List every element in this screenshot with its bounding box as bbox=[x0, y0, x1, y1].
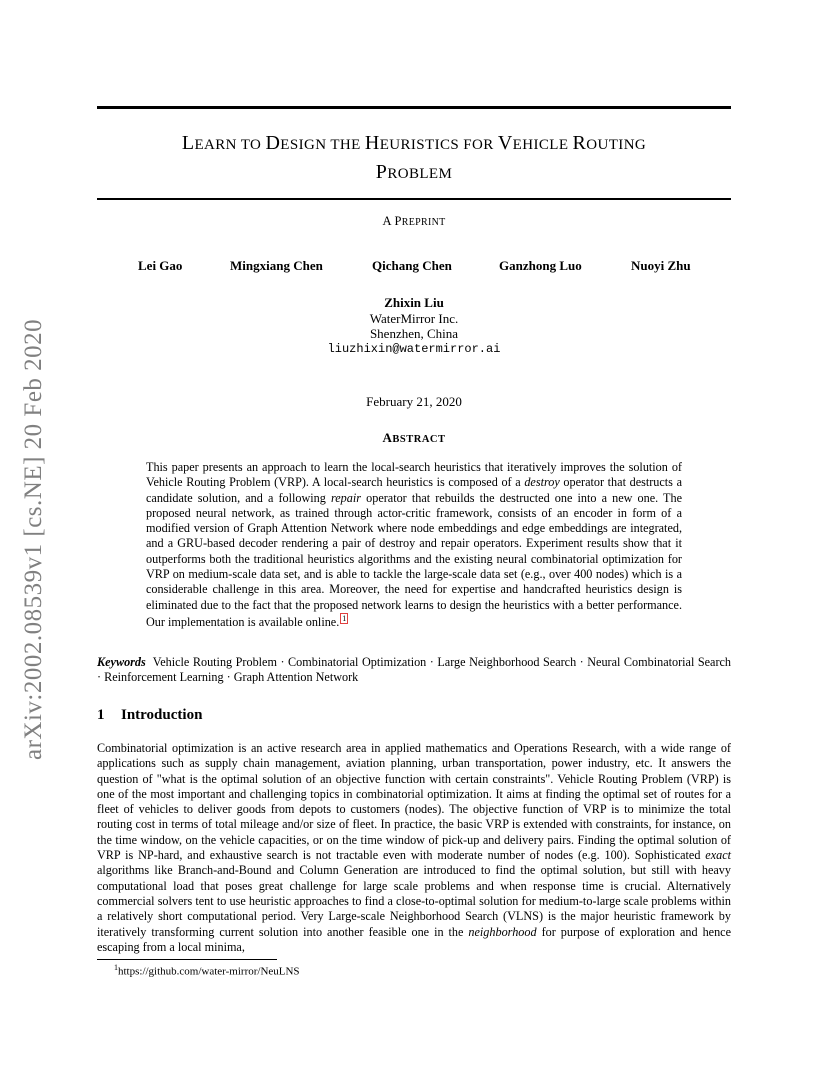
footnote-rule bbox=[97, 959, 277, 960]
affiliation-block bbox=[0, 295, 828, 357]
author-list bbox=[0, 258, 828, 276]
author-name: Ganzhong Luo bbox=[499, 258, 582, 273]
arxiv-stamp: arXiv:2002.08539v1 [cs.NE] 20 Feb 2020 bbox=[20, 318, 47, 760]
footnote-link[interactable]: 1 bbox=[342, 613, 347, 623]
title-top-rule bbox=[97, 106, 731, 109]
title-bottom-rule bbox=[97, 198, 731, 200]
paper-title bbox=[97, 130, 731, 188]
author-name: Mingxiang Chen bbox=[230, 258, 323, 273]
footnote: $^1$https://github.com/water-mirror/NeuLNS bbox=[114, 963, 300, 978]
preprint-label: A PREPRINT bbox=[382, 214, 446, 228]
corresponding-author: Zhixin Liu bbox=[384, 295, 444, 310]
location: Shenzhen, China bbox=[369, 326, 459, 341]
section-heading: 1 Introduction bbox=[97, 707, 203, 723]
keywords-label: Keywords bbox=[97, 655, 146, 669]
abstract-text: This paper presents an approach to learn the local-search heuristics that iteratively improves the solution of Vehicle Routing Problem (VRP). A local-search heuristics is composed of a destroy operator that destructs a candidate solution, and a following repair operator that rebuilds the destructed one into a new one. The proposed neural network, as trained through actor-critic framework, consists of an encoder in form of a modified version of Graph Attention Network where node embeddings and edge embeddings are integrated, and a GRU-based decoder rendering a pair of destroy and repair operators. Experiment results show that it outperforms both the traditional heuristics algorithms and the existing neural combinatorial optimization for VRP on medium-scale data set, and is able to tackle the large-scale data set (e.g., over 400 nodes) which is a considerable challenge in this area. Moreover, the need for expertise and handcrafted heuristics design is eliminated due to the fact that the proposed network learns to design the heuristics with a better performance. Our implementation is available online. 1 bbox=[146, 460, 682, 630]
keywords-block bbox=[97, 655, 731, 686]
author-name: Nuoyi Zhu bbox=[631, 258, 691, 273]
title-line-2: PROBLEM bbox=[375, 161, 453, 183]
author-name: Lei Gao bbox=[138, 258, 183, 273]
title-line-1: LEARN TO DESIGN THE HEURISTICS FOR VEHICLE ROUTING bbox=[181, 132, 647, 154]
footnote-url[interactable]: https://github.com/water-mirror/NeuLNS bbox=[118, 965, 300, 978]
publication-date: February 21, 2020 bbox=[366, 394, 462, 409]
organization: WaterMirror Inc. bbox=[369, 310, 459, 326]
introduction-text: Combinatorial optimization is an active research area in applied mathematics and Operations Research, with a wide range of applications such as supply chain management, aviation planning, urban transportation, power industry, etc. It answers the question of "what is the optimal solution of an objective function with certain constraints". Vehicle Routing Problem (VRP) is one of the most important and challenging topics in combinatorial optimization. It aims at finding the optimal set of routes for a fleet of vehicles to deliver goods from depots to customers (nodes). The objective function of VRP is to minimize the total routing cost in terms of total mileage and/or size of fleet. In practice, the basic VRP is extended with constraints, for instance, on the time window, on the vehicle capacities, or on the time window of pick-up and delivery pairs. Finding the optimal solution of VRP is NP-hard, and exhaustive search is not tractable even with moderate number of nodes (e.g. 100). Sophisticated exact algorithms like Branch-and-Bound and Column Generation are introduced to find the optimal solution, but still with heavy computational load that poses great challenge for large scale problems and when response time is crucial. Alternatively commercial solvers tent to use heuristic approaches to find a close-to-optimal solution for medium-to-large scale problems within a relatively short computational period. Very Large-scale Neighborhood Search (VLNS) is the major heuristic framework by iteratively transforming current solution into another feasible one in the neighborhood for purpose of exploration and hence escaping from a local minima, bbox=[97, 741, 732, 954]
email-link[interactable]: liuzhixin@watermirror.ai bbox=[327, 341, 501, 356]
author-name: Qichang Chen bbox=[372, 258, 452, 273]
keywords-text: Vehicle Routing Problem · Combinatorial Optimization · Large Neighborhood Search · Neural Combinatorial Search · Reinforcement Learning · Graph Attention Network bbox=[97, 655, 732, 685]
abstract-heading: ABSTRACT bbox=[382, 430, 446, 445]
